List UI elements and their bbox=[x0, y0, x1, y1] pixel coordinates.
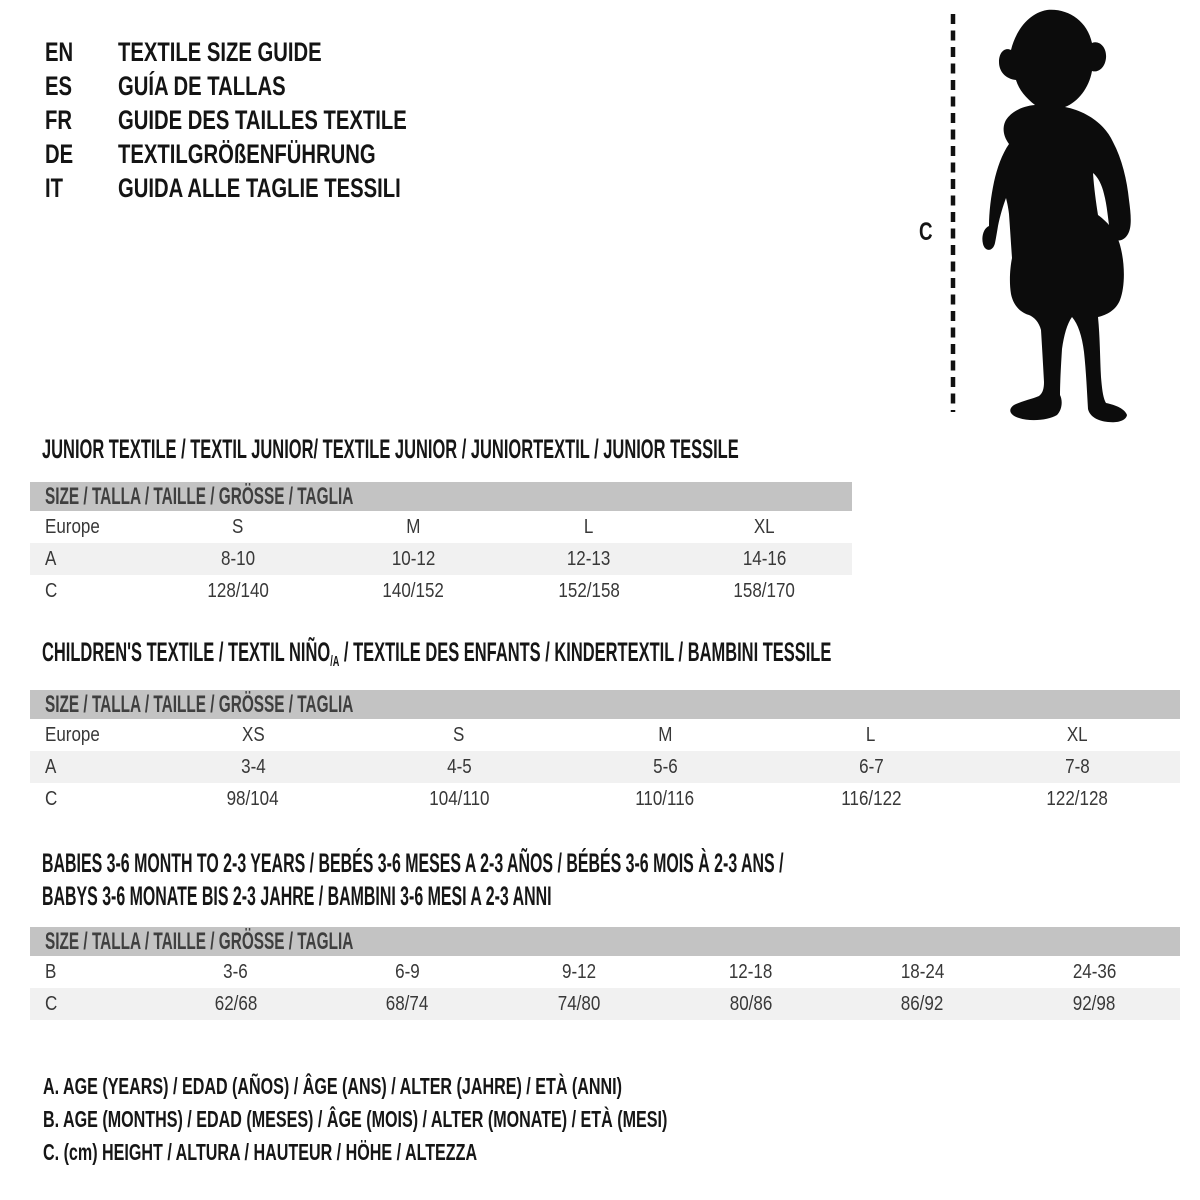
table-cell bbox=[677, 543, 853, 575]
table-cell bbox=[501, 511, 677, 543]
measure-legend bbox=[43, 1070, 935, 1169]
cell-value: 5-6 bbox=[652, 756, 678, 778]
row-label-text: B bbox=[45, 961, 57, 983]
cell-value: 152/158 bbox=[558, 580, 620, 602]
junior-section-heading-text: JUNIOR TEXTILE / TEXTIL JUNIOR/ TEXTILE JUNIOR / JUNIORTEXTIL / JUNIOR TESSILE bbox=[42, 434, 739, 464]
language-row bbox=[45, 137, 503, 171]
cell-value: 62/68 bbox=[214, 993, 258, 1015]
cell-value: 14-16 bbox=[742, 548, 786, 570]
table-cell bbox=[677, 575, 853, 607]
table-row bbox=[30, 575, 852, 607]
table-row bbox=[30, 543, 852, 575]
cell-value: M bbox=[406, 516, 421, 538]
size-table-header-bar bbox=[30, 482, 852, 511]
table-cell bbox=[322, 956, 494, 988]
table-cell bbox=[150, 956, 322, 988]
table-cell bbox=[150, 575, 326, 607]
language-code: IT bbox=[45, 173, 63, 203]
cell-value: 7-8 bbox=[1064, 756, 1090, 778]
size-header-label: SIZE / TALLA / TAILLE / GRÖSSE / TAGLIA bbox=[45, 691, 354, 718]
row-label-text: C bbox=[45, 788, 58, 810]
legend-line-b bbox=[43, 1103, 935, 1136]
cell-value: 86/92 bbox=[901, 993, 944, 1015]
cell-value: 4-5 bbox=[446, 756, 472, 778]
table-cell bbox=[562, 751, 768, 783]
table-cell bbox=[768, 751, 974, 783]
cell-value: L bbox=[584, 516, 594, 538]
size-header-label: SIZE / TALLA / TAILLE / GRÖSSE / TAGLIA bbox=[45, 483, 354, 510]
babies-heading-line1: BABIES 3-6 MONTH TO 2-3 YEARS / BEBÉS 3-6 MESES A 2-3 AÑOS / BÉBÉS 3-6 MOIS À 2-3 ANS / bbox=[42, 848, 784, 878]
table-cell bbox=[665, 956, 837, 988]
babies-section-heading bbox=[42, 847, 1200, 913]
cell-value: 80/86 bbox=[729, 993, 773, 1015]
size-table-header-bar bbox=[30, 690, 1180, 719]
cell-value: 122/128 bbox=[1046, 788, 1108, 810]
table-cell bbox=[493, 988, 665, 1020]
cell-value: 10-12 bbox=[391, 548, 435, 570]
cell-value: L bbox=[866, 724, 876, 746]
table-cell bbox=[974, 719, 1180, 751]
row-label-text: A bbox=[45, 548, 57, 570]
table-cell bbox=[837, 988, 1009, 1020]
row-label-text: Europe bbox=[45, 724, 100, 746]
children-heading-start: CHILDREN'S TEXTILE / TEXTIL NIÑO bbox=[42, 637, 331, 667]
table-cell bbox=[322, 988, 494, 1020]
row-label bbox=[30, 783, 150, 815]
table-cell bbox=[326, 543, 502, 575]
cell-value: 68/74 bbox=[386, 993, 429, 1015]
size-table-header-bar bbox=[30, 927, 1180, 956]
table-cell bbox=[150, 719, 356, 751]
table-cell bbox=[326, 575, 502, 607]
language-row bbox=[45, 171, 503, 205]
table-row bbox=[30, 751, 1180, 783]
language-code: ES bbox=[45, 71, 73, 101]
row-label bbox=[30, 956, 150, 988]
language-code: DE bbox=[45, 139, 74, 169]
table-cell bbox=[837, 956, 1009, 988]
cell-value: S bbox=[453, 724, 465, 746]
height-measure-label bbox=[919, 219, 937, 245]
cell-value: 104/110 bbox=[428, 788, 490, 810]
cell-value: 116/122 bbox=[840, 788, 902, 810]
cell-value: 12-18 bbox=[729, 961, 773, 983]
cell-value: 140/152 bbox=[382, 580, 444, 602]
cell-value: 6-7 bbox=[858, 756, 884, 778]
cell-value: 128/140 bbox=[207, 580, 269, 602]
language-code: FR bbox=[45, 105, 72, 135]
language-code: EN bbox=[45, 37, 74, 67]
language-title: GUIDA ALLE TAGLIE TESSILI bbox=[118, 173, 401, 203]
row-label bbox=[30, 988, 150, 1020]
cell-value: XL bbox=[1066, 724, 1088, 746]
legend-line-c-text: C. (cm) HEIGHT / ALTURA / HAUTEUR / HÖHE / ALTEZZA bbox=[43, 1139, 478, 1165]
cell-value: 12-13 bbox=[567, 548, 611, 570]
cell-value: 8-10 bbox=[220, 548, 255, 570]
cell-value: 18-24 bbox=[900, 961, 945, 983]
cell-value: 24-36 bbox=[1072, 961, 1116, 983]
table-cell bbox=[768, 719, 974, 751]
legend-line-b-text: B. AGE (MONTHS) / EDAD (MESES) / ÂGE (MOIS) / ALTER (MONATE) / ETÀ (MESI) bbox=[43, 1106, 668, 1132]
babies-size-table bbox=[30, 927, 1180, 1020]
table-cell bbox=[768, 783, 974, 815]
table-cell bbox=[356, 751, 562, 783]
table-cell bbox=[501, 575, 677, 607]
junior-size-table bbox=[30, 482, 852, 607]
table-cell bbox=[150, 511, 326, 543]
table-cell bbox=[1008, 988, 1180, 1020]
cell-value: 74/80 bbox=[557, 993, 601, 1015]
language-row bbox=[45, 69, 503, 103]
children-section-heading bbox=[42, 637, 1200, 677]
cell-value: 3-6 bbox=[223, 961, 249, 983]
language-title-list bbox=[45, 35, 503, 205]
table-cell bbox=[150, 543, 326, 575]
row-label-text: Europe bbox=[45, 516, 100, 538]
children-section-heading-text bbox=[42, 637, 831, 677]
table-row bbox=[30, 719, 1180, 751]
cell-value: 98/104 bbox=[226, 788, 279, 810]
table-cell bbox=[665, 988, 837, 1020]
table-cell bbox=[150, 783, 356, 815]
children-heading-end: / TEXTILE DES ENFANTS / KINDERTEXTIL / BAMBINI TESSILE bbox=[339, 637, 832, 667]
row-label bbox=[30, 719, 150, 751]
children-size-table bbox=[30, 690, 1180, 815]
table-row bbox=[30, 956, 1180, 988]
baby-figure bbox=[945, 6, 1150, 426]
table-cell bbox=[493, 956, 665, 988]
language-row bbox=[45, 35, 503, 69]
table-cell bbox=[974, 751, 1180, 783]
cell-value: XL bbox=[753, 516, 775, 538]
cell-value: 6-9 bbox=[395, 961, 420, 983]
language-title: GUÍA DE TALLAS bbox=[118, 71, 286, 101]
table-cell bbox=[326, 511, 502, 543]
cell-value: 110/116 bbox=[635, 788, 695, 810]
cell-value: S bbox=[232, 516, 244, 538]
language-title: TEXTILGRÖßENFÜHRUNG bbox=[118, 139, 376, 169]
table-cell bbox=[356, 783, 562, 815]
cell-value: M bbox=[657, 724, 673, 746]
row-label-text: C bbox=[45, 580, 58, 602]
height-measure-label-text: C bbox=[919, 218, 933, 246]
table-row bbox=[30, 988, 1180, 1020]
language-title: TEXTILE SIZE GUIDE bbox=[118, 37, 322, 67]
table-cell bbox=[562, 719, 768, 751]
cell-value: 9-12 bbox=[562, 961, 597, 983]
babies-heading-line2: BABYS 3-6 MONATE BIS 2-3 JAHRE / BAMBINI 3-6 MESI A 2-3 ANNI bbox=[42, 881, 552, 911]
junior-section-heading bbox=[42, 434, 1184, 464]
table-cell bbox=[150, 751, 356, 783]
table-cell bbox=[150, 988, 322, 1020]
cell-value: XS bbox=[241, 724, 265, 746]
row-label bbox=[30, 575, 150, 607]
table-row bbox=[30, 783, 1180, 815]
cell-value: 158/170 bbox=[733, 580, 795, 602]
cell-value: 92/98 bbox=[1072, 993, 1116, 1015]
cell-value: 3-4 bbox=[240, 756, 266, 778]
table-cell bbox=[974, 783, 1180, 815]
legend-line-c bbox=[43, 1136, 935, 1169]
baby-silhouette-icon bbox=[982, 10, 1130, 422]
legend-line-a bbox=[43, 1070, 935, 1103]
row-label-text: A bbox=[45, 756, 57, 778]
legend-line-a-text: A. AGE (YEARS) / EDAD (AÑOS) / ÂGE (ANS) / ALTER (JAHRE) / ETÀ (ANNI) bbox=[43, 1073, 623, 1099]
row-label-text: C bbox=[45, 993, 58, 1015]
children-heading-sub: /A bbox=[330, 653, 340, 670]
size-header-label: SIZE / TALLA / TAILLE / GRÖSSE / TAGLIA bbox=[45, 928, 354, 955]
table-cell bbox=[356, 719, 562, 751]
row-label bbox=[30, 751, 150, 783]
language-row bbox=[45, 103, 503, 137]
row-label bbox=[30, 511, 150, 543]
row-label bbox=[30, 543, 150, 575]
table-cell bbox=[501, 543, 677, 575]
table-row bbox=[30, 511, 852, 543]
table-cell bbox=[677, 511, 853, 543]
table-cell bbox=[1008, 956, 1180, 988]
language-title: GUIDE DES TAILLES TEXTILE bbox=[118, 105, 407, 135]
table-cell bbox=[562, 783, 768, 815]
